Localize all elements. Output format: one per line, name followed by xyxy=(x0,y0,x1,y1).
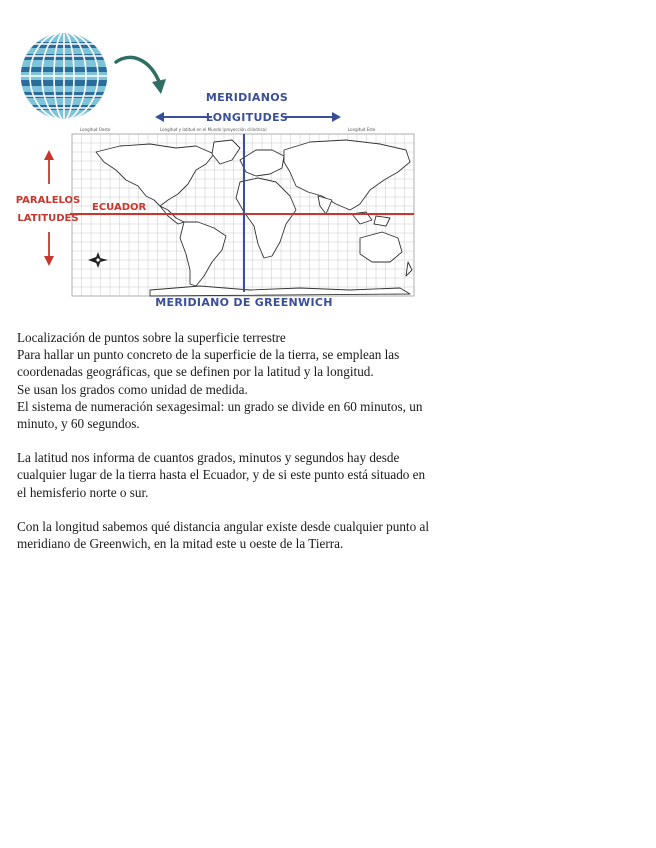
paragraph: Para hallar un punto concreto de la superficie de la tierra, se emplean las coordenadas geográficas, que se definen por la latitud y la longitud. xyxy=(17,347,400,380)
map-title-caption: Longitud y latitud en el Mundo (proyección cilíndrica) xyxy=(160,127,267,132)
body-text xyxy=(17,329,437,552)
longitudes-label: LONGITUDES xyxy=(205,111,289,124)
globe-icon xyxy=(18,30,110,122)
longitud-oeste-caption: Longitud Oeste xyxy=(80,127,111,132)
paragraph: El sistema de numeración sexagesimal: un grado se divide en 60 minutos, un minuto, y 60 segundos. xyxy=(17,398,423,432)
greenwich-label: MERIDIANO DE GREENWICH xyxy=(155,296,333,309)
curved-arrow-icon xyxy=(116,57,166,94)
meridianos-label: MERIDIANOS xyxy=(205,91,289,104)
longitud-este-caption: Longitud Este xyxy=(348,127,376,132)
paragraph: Se usan los grados como unidad de medida. xyxy=(17,381,248,397)
paralelos-label: PARALELOS xyxy=(15,195,81,206)
latitude-arrows xyxy=(44,150,54,266)
ecuador-label: ECUADOR xyxy=(92,202,147,213)
paragraph: La latitud nos informa de cuantos grados, minutos y segundos hay desde cualquier lugar de la tierra hasta el Ecuador, y de si este punto está situado en el hemisferio norte o sur. xyxy=(17,450,426,500)
paragraph: Con la longitud sabemos qué distancia angular existe desde cualquier punto al meridiano de Greenwich, en la mitad este u oeste de la Tierra. xyxy=(17,518,429,552)
latitudes-label: LATITUDES xyxy=(17,213,79,224)
coordinates-figure xyxy=(0,0,656,320)
section-title: Localización de puntos sobre la superficie terrestre xyxy=(17,330,286,345)
